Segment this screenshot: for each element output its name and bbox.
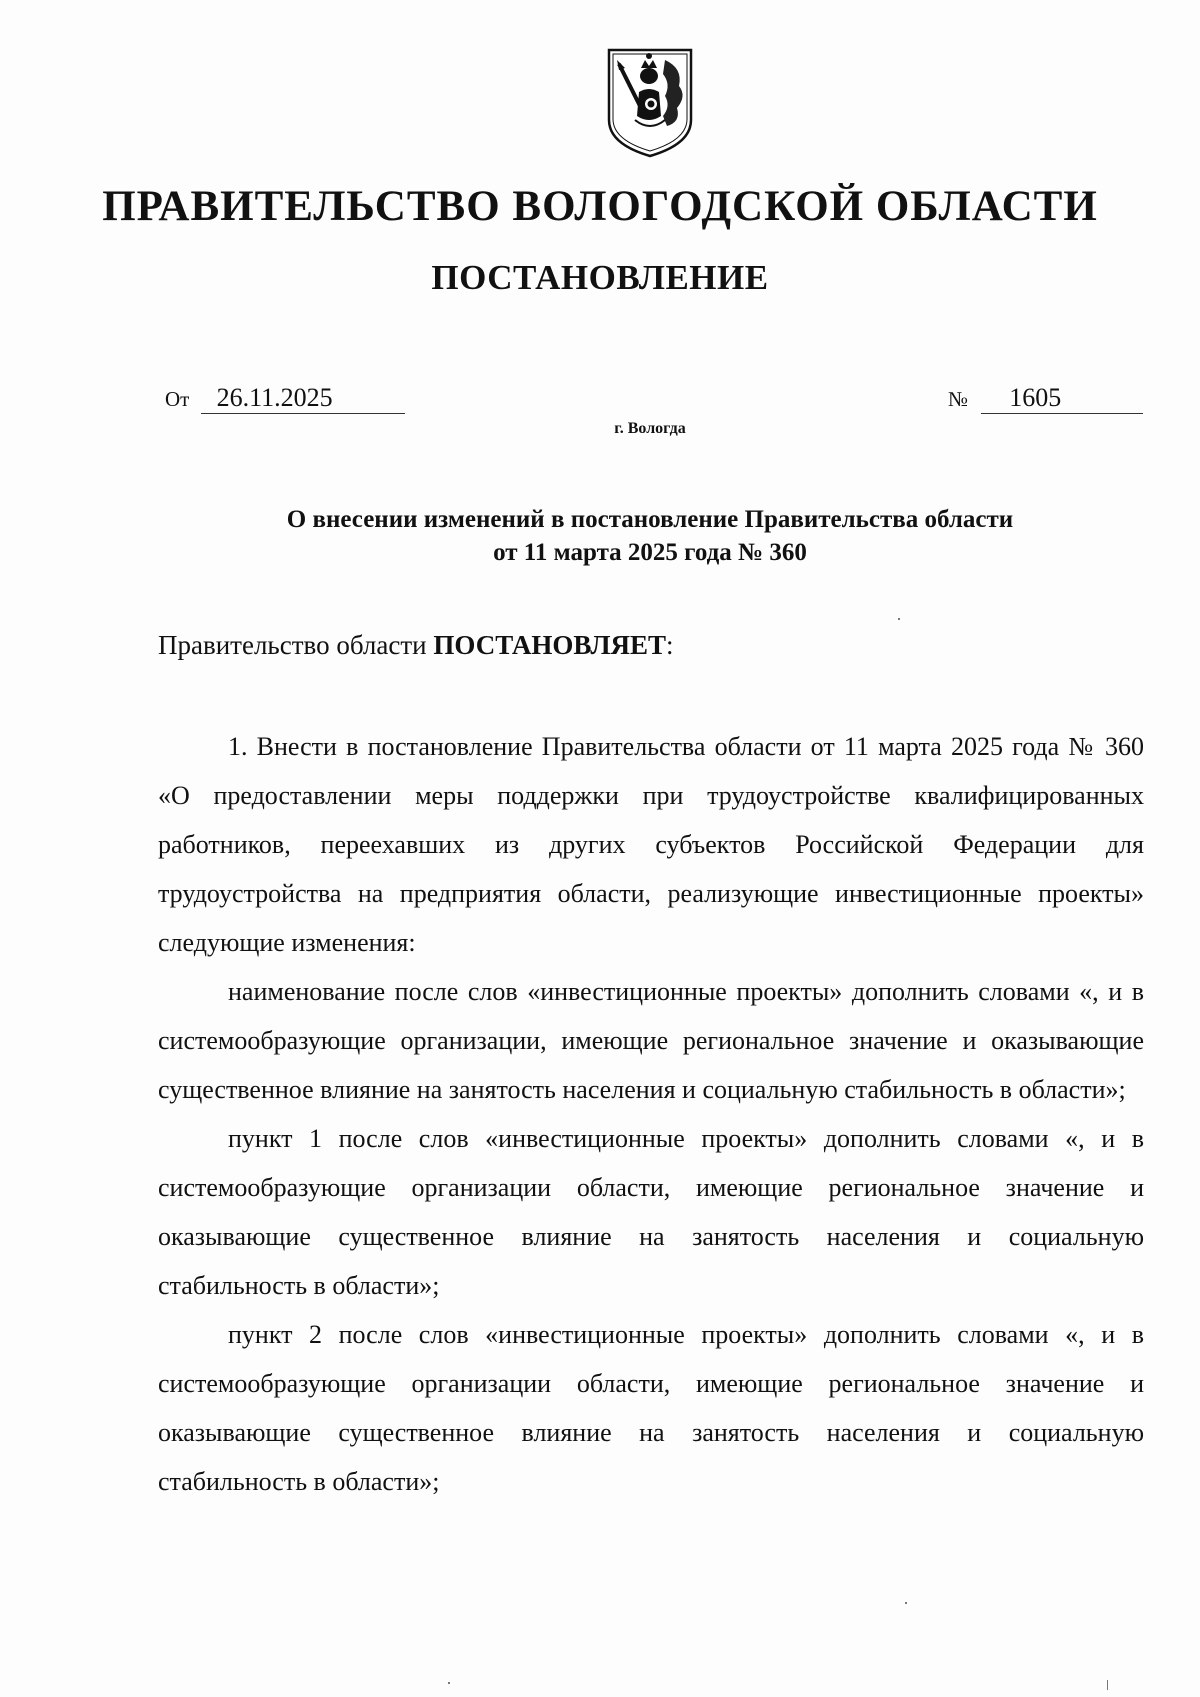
document-type: ПОСТАНОВЛЕНИЕ <box>431 258 769 297</box>
scan-speck <box>1107 1680 1108 1690</box>
city: г. Вологда <box>614 420 686 437</box>
resolves-emphasis: ПОСТАНОВЛЯЕТ <box>433 630 666 660</box>
scan-speck <box>905 1602 907 1604</box>
date-value: 26.11.2025 <box>201 383 405 414</box>
resolves-prefix: Правительство области <box>158 630 434 660</box>
document-heading <box>0 503 1200 569</box>
coat-of-arms-icon <box>605 46 695 158</box>
scan-speck <box>448 1682 450 1684</box>
date-prefix: От <box>165 387 190 411</box>
paragraph-4: пункт 2 после слов «инвестиционные проекты» дополнить словами «, и в системообразующие организации области, имеющие региональное значение и оказывающие существенное влияние на занятость населения и социальную стабильность в области»; <box>158 1320 1144 1496</box>
paragraph-3: пункт 1 после слов «инвестиционные проекты» дополнить словами «, и в системообразующие организации области, имеющие региональное значение и оказывающие существенное влияние на занятость населения и социальную стабильность в области»; <box>158 1124 1144 1300</box>
number-prefix: № <box>948 387 969 411</box>
resolution-statement <box>158 630 674 661</box>
scan-speck <box>898 618 900 620</box>
government-title: ПРАВИТЕЛЬСТВО ВОЛОГОДСКОЙ ОБЛАСТИ <box>102 183 1098 230</box>
document-body <box>158 722 1144 1506</box>
document-date <box>165 383 405 414</box>
number-value: 1605 <box>981 383 1143 414</box>
paragraph-2: наименование после слов «инвестиционные проекты» дополнить словами «, и в системообразующие организации, имеющие региональное значение и оказывающие существенное влияние на занятость населения и социальную стабильность в области»; <box>158 977 1144 1104</box>
heading-line-1: О внесении изменений в постановление Правительства области <box>286 506 1014 533</box>
heading-line-2: от 11 марта 2025 года № 360 <box>493 539 807 566</box>
paragraph-1: 1. Внести в постановление Правительства области от 11 марта 2025 года № 360 «О предоставлении меры поддержки при трудоустройстве квалифицированных работников, переехавших из других субъектов Российской Федерации для трудоустройства на предприятия области, реализующие инвестиционные проекты» следующие изменения: <box>158 732 1144 957</box>
resolves-suffix: : <box>665 630 674 660</box>
document-number <box>948 383 1143 414</box>
